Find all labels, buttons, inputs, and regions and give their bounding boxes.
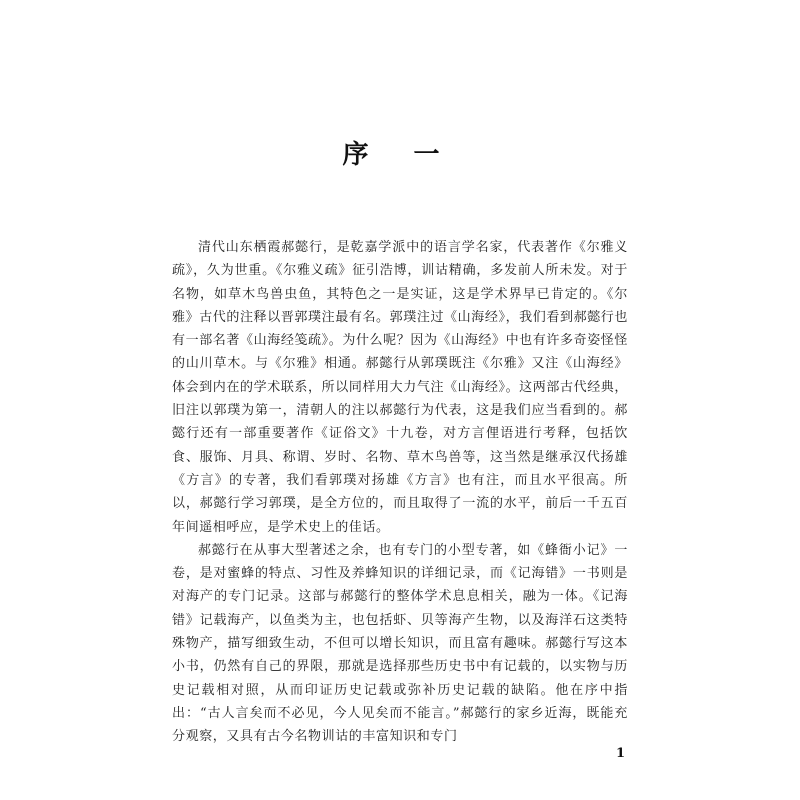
page-title: 序 一 (342, 140, 458, 170)
body-text (172, 236, 628, 749)
page-number: 1 (616, 746, 626, 761)
paragraph-1: 清代山东栖霞郝懿行，是乾嘉学派中的语言学名家，代表著作《尔雅义疏》，久为世重。《尔雅义疏》征引浩博，训诂精确，多发前人所未发。对于名物，如草木鸟兽虫鱼，其特色之一是实证，这是学术界早已肯定的。《尔雅》古代的注释以晋郭璞注最有名。郭璞注过《山海经》，我们看到郝懿行也有一部名著《山海经笺疏》。为什么呢？因为《山海经》中也有许多奇姿怪怪的山川草木。与《尔雅》相通。郝懿行从郭璞既注《尔雅》又注《山海经》体会到内在的学术联系，所以同样用大力气注《山海经》。这两部古代经典，旧注以郭璞为第一，清朝人的注以郝懿行为代表，这是我们应当看到的。郝懿行还有一部重要著作《证俗文》十九卷，对方言俚语进行考释，包括饮食、服饰、月具、称谓、岁时、名物、草木鸟兽等，这当然是继承汉代扬雄《方言》的专著，我们看郭璞对扬雄《方言》也有注，而且水平很高。所以，郝懿行学习郭璞，是全方位的，而且取得了一流的水平，前后一千五百年间遥相呼应，是学术史上的佳话。 (172, 240, 628, 535)
paragraph-2: 郝懿行在从事大型著述之余，也有专门的小型专著，如《蜂衙小记》一卷，是对蜜蜂的特点、习性及养蜂知识的详细记录，而《记海错》一书则是对海产的专门记录。这部与郝懿行的整体学术息息相关，融为一体。《记海错》记载海产，以鱼类为主，也包括虾、贝等海产生物，以及海洋石这类特殊物产，描写细致生动，不但可以增长知识，而且富有趣味。郝懿行写这本小书，仍然有自己的界限，那就是选择那些历史书中有记载的，以实物与历史记载相对照，从而印证历史记载或弥补历史记载的缺陷。他在序中指出：“古人言矣而不必见，今人见矣而不能言。”郝懿行的家乡近海，既能充分观察，又具有古今名物训诂的丰富知识和专门 (172, 542, 628, 745)
